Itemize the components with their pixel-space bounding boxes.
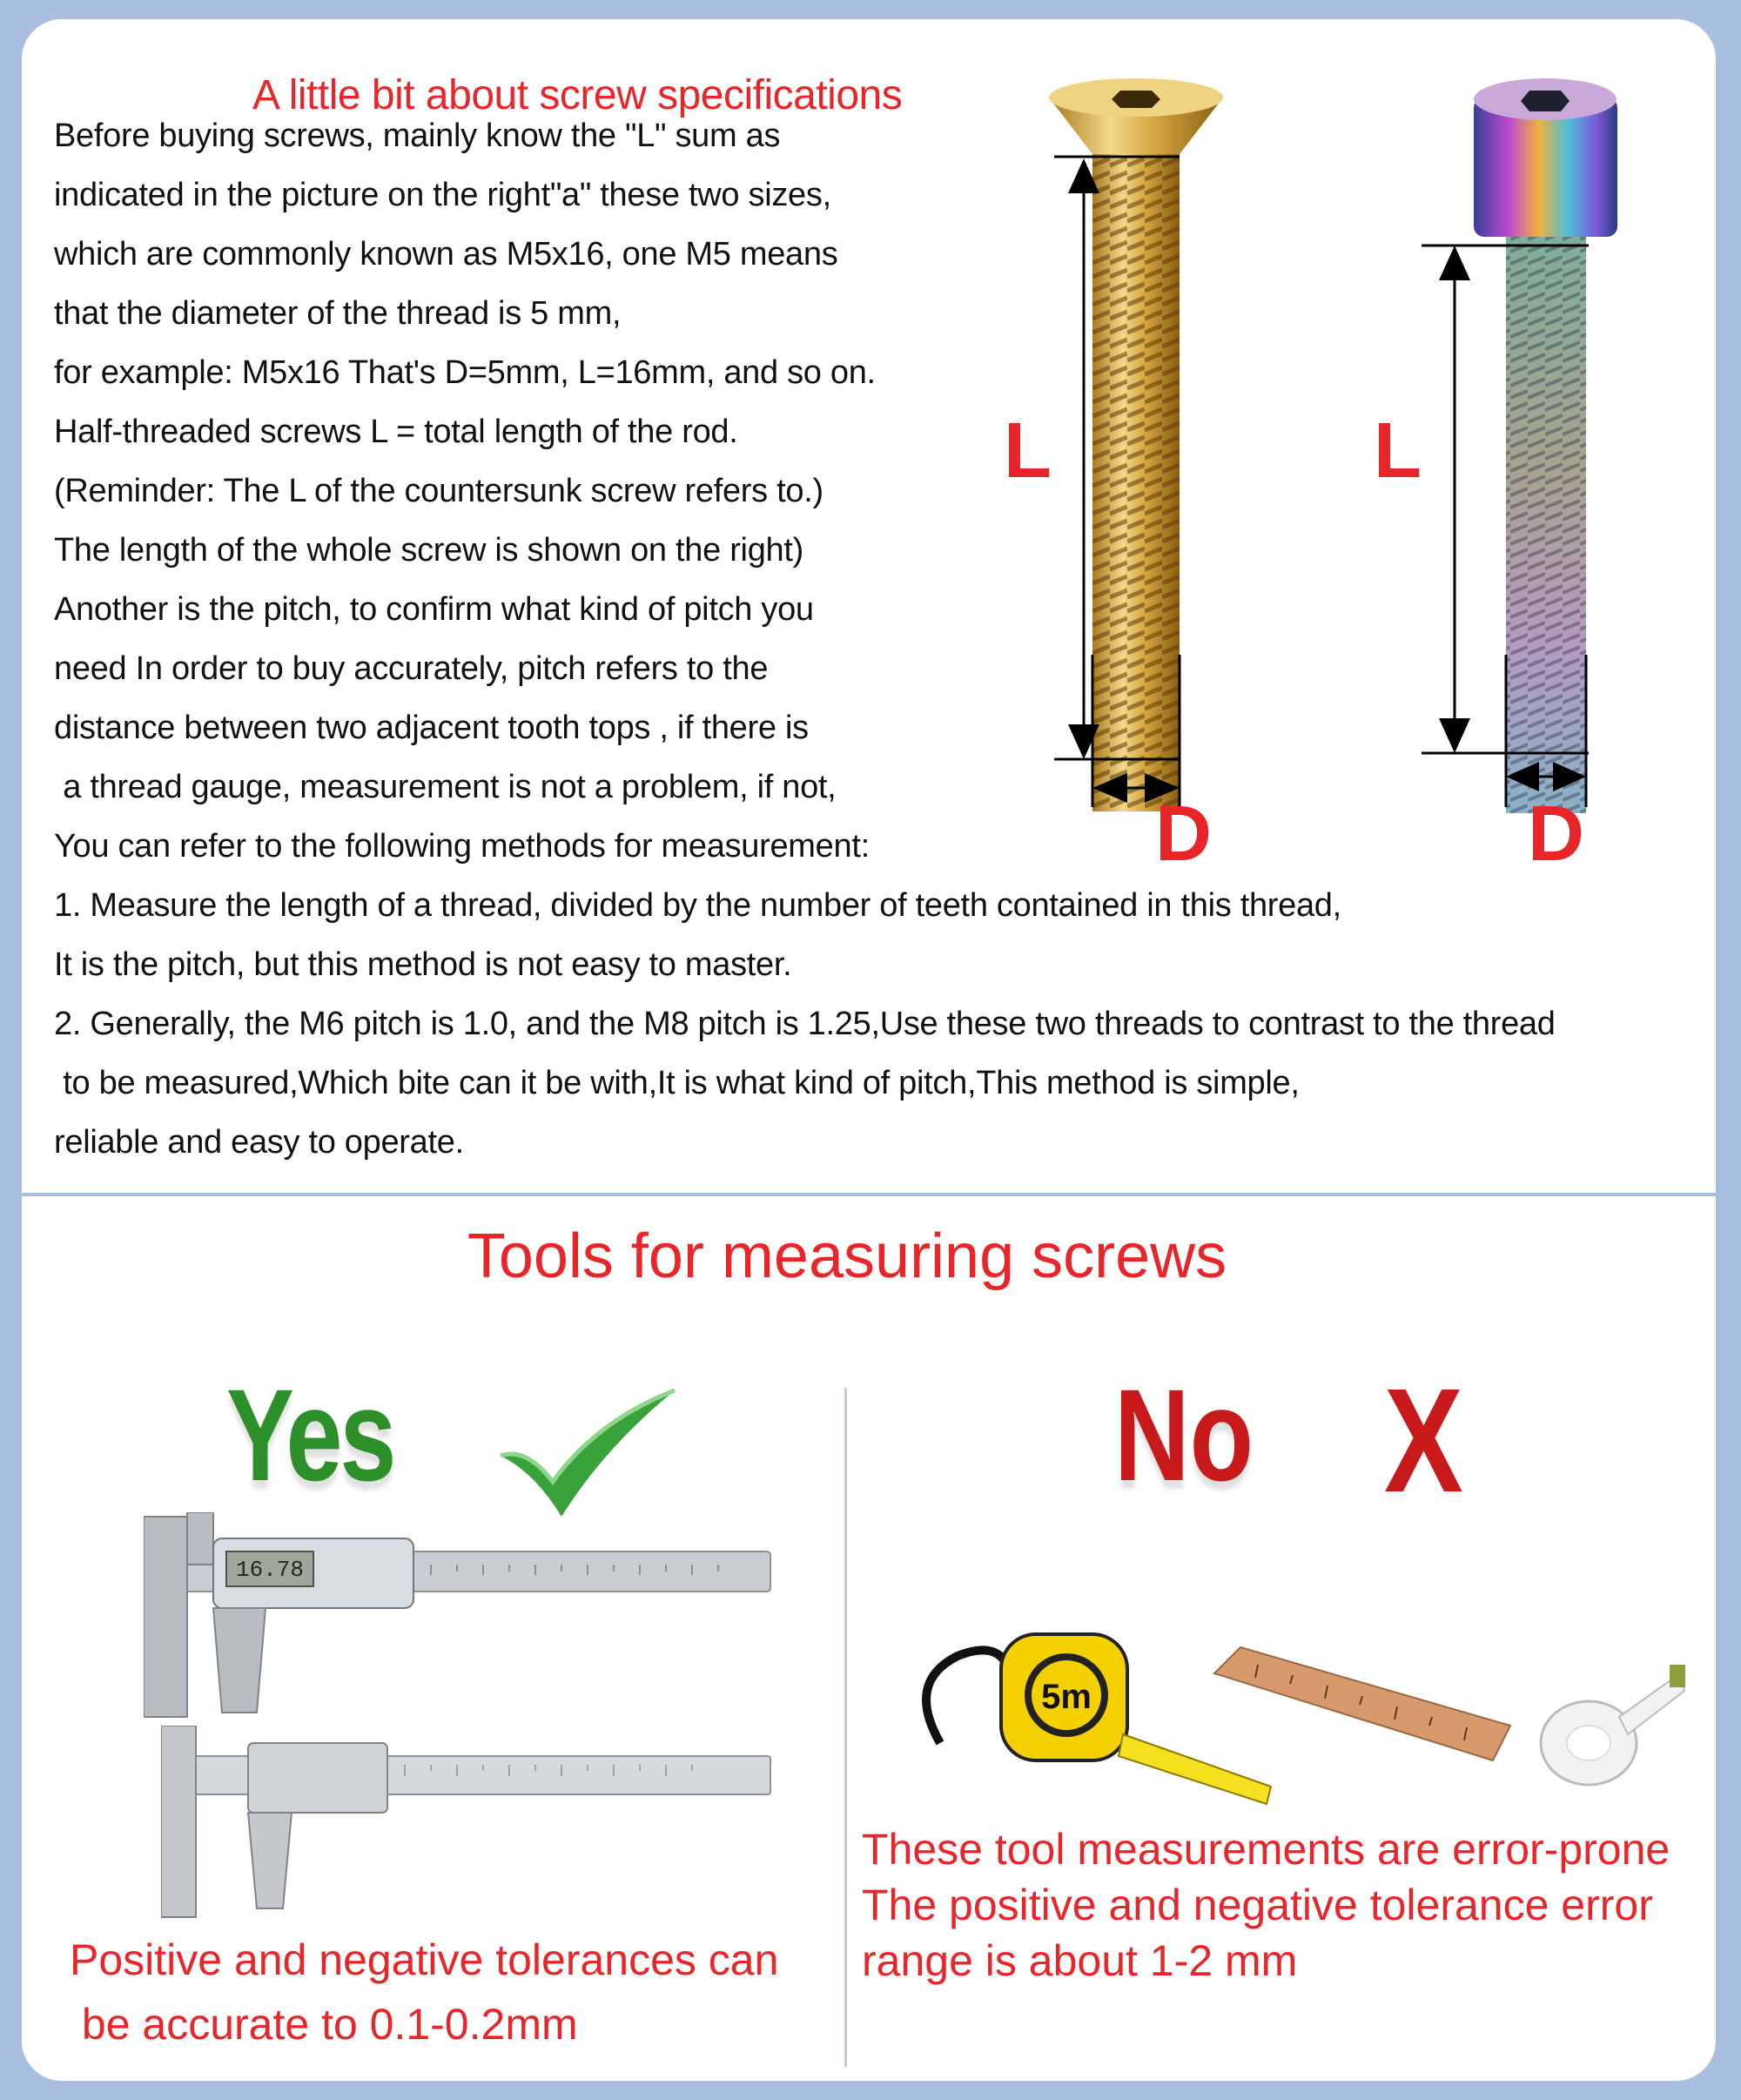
wooden-ruler	[1206, 1630, 1519, 1787]
length-label-right: L	[1374, 407, 1422, 495]
length-label-left: L	[1004, 407, 1052, 495]
spec-line: a thread gauge, measurement is not a problem, if not,	[54, 769, 837, 805]
no-heading: No	[1114, 1362, 1254, 1508]
vernier-caliper	[161, 1726, 788, 1926]
caption-line: These tool measurements are error-prone	[862, 1825, 1670, 1874]
spec-line: Before buying screws, mainly know the "L" sum as	[54, 118, 781, 154]
spec-line: need In order to buy accurately, pitch refers to the	[54, 650, 769, 687]
spec-line: Another is the pitch, to confirm what kind of pitch you	[54, 591, 814, 628]
checkmark-icon	[492, 1386, 683, 1525]
spec-line: reliable and easy to operate.	[54, 1124, 464, 1161]
no-caption	[862, 1821, 1670, 1989]
spec-line: for example: M5x16 That's D=5mm, L=16mm, and so on.	[54, 354, 876, 391]
caption-line: range is about 1-2 mm	[862, 1936, 1298, 1985]
soft-tape	[1523, 1656, 1689, 1795]
spec-title: A little bit about screw specifications	[252, 72, 903, 118]
spec-line: 1. Measure the length of a thread, divided by the number of teeth contained in this thread,	[54, 887, 1341, 924]
spec-line: (Reminder: The L of the countersunk screw refers to.)	[54, 473, 823, 509]
spec-line: You can refer to the following methods for measurement:	[54, 828, 870, 865]
spec-line: The length of the whole screw is shown on the right)	[54, 532, 803, 569]
spec-line: distance between two adjacent tooth tops , if there is	[54, 710, 809, 746]
yes-caption	[70, 1928, 778, 2056]
spec-line: Half-threaded screws L = total length of the rod.	[54, 414, 738, 450]
socket-cap-screw	[1474, 78, 1617, 813]
yes-heading: Yes	[226, 1362, 394, 1508]
column-divider	[844, 1388, 847, 2067]
digital-caliper	[144, 1512, 788, 1730]
spec-line: It is the pitch, but this method is not easy to master.	[54, 946, 792, 983]
section-divider	[22, 1193, 1716, 1196]
x-mark-icon: X	[1384, 1358, 1463, 1524]
diameter-label-left: D	[1155, 791, 1212, 878]
spec-line: indicated in the picture on the right"a" these two sizes,	[54, 177, 831, 213]
caption-line: The positive and negative tolerance error	[862, 1881, 1653, 1929]
spec-line: to be measured,Which bite can it be with,It is what kind of pitch,This method is simple,	[54, 1065, 1300, 1101]
caption-line: Positive and negative tolerances can	[70, 1935, 779, 1984]
diameter-label-right: D	[1528, 791, 1584, 878]
caption-line: be accurate to 0.1-0.2mm	[70, 2000, 578, 2049]
screw-diagram	[1023, 71, 1650, 855]
caliper-display: 16.78	[235, 1557, 305, 1583]
page-card	[22, 19, 1716, 2081]
spec-line: 2. Generally, the M6 pitch is 1.0, and the M8 pitch is 1.25,Use these two threads to contrast to the thread	[54, 1006, 1556, 1042]
tape-size-label: 5m	[1041, 1678, 1092, 1716]
spec-line: which are commonly known as M5x16, one M5 means	[54, 236, 838, 273]
tools-title: Tools for measuring screws	[467, 1222, 1227, 1291]
spec-line: that the diameter of the thread is 5 mm,	[54, 295, 622, 332]
